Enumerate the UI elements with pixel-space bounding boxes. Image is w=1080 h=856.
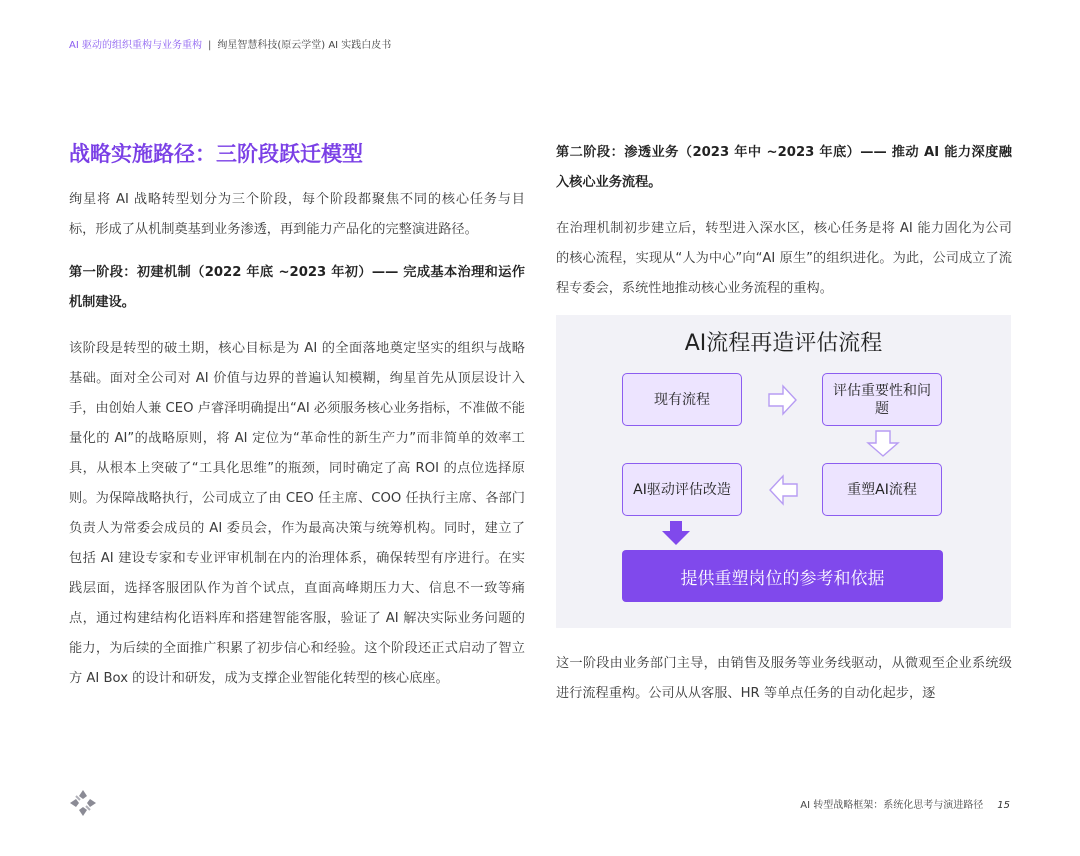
stage1-paragraph: 该阶段是转型的破土期，核心目标是为 AI 的全面落地奠定坚实的组织与战略基础。面对全公司对 AI 价值与边界的普遍认知模糊，绚星首先从顶层设计入手，由创始人兼 CEO 卢睿泽明确提出“AI 必须服务核心业务指标，不准做不能量化的 AI”的战略原则，将 AI 定位为“革命性的新生产力”而非简单的效率工具，从根本上突破了“工具化思维”的瓶颈，同时确定了高 ROI 的点位选择原则。为保障战略执行，公司成立了由 CEO 任主席、COO 任执行主席、各部门负责人为常委会成员的 AI 委员会，作为最高决策与统筹机构。同时，建立了包括 AI 建设专家和专业评审机制在内的治理体系，确保转型有序进行。在实践层面，选择客服团队作为首个试点，直面高峰期压力大、信息不一致等痛点，通过构建结构化语料库和搭建智能客服，验证了 AI 解决实际业务问题的能力，为后续的全面推广积累了初步信心和经验。这个阶段还正式启动了智立方 AI Box 的设计和研发，成为支撑企业智能化转型的核心底座。 [69,341,525,686]
right-column [556,138,1012,304]
chapter-title: AI 驱动的组织重构与业务重构 [69,40,202,51]
arrow-down-solid-icon [661,520,691,546]
footer-section-title: AI 转型战略框架：系统化思考与演进路径 [800,800,984,811]
stage1-heading: 第一阶段：初建机制（2022 年底 ~2023 年初）—— 完成基本治理和运作机制建设。 [69,265,525,310]
right-column-continued [556,649,1012,709]
stage2-heading: 第二阶段：渗透业务（2023 年中 ~2023 年底）—— 推动 AI 能力深度融入核心业务流程。 [556,145,1012,190]
left-column [69,138,525,694]
flow-box-reshape-ai-process: 重塑AI流程 [822,463,942,516]
flow-box-assess-importance: 评估重要性和问题 [822,373,942,426]
section-title: 战略实施路径：三阶段跃迁模型 [69,142,363,166]
arrow-left-icon [768,474,798,506]
running-footer [800,796,1010,811]
document-title: 绚星智慧科技(原云学堂) AI 实践白皮书 [217,40,392,51]
brand-logo-icon [69,789,97,821]
stage2-paragraph-continued: 这一阶段由业务部门主导，由销售及服务等业务线驱动，从微观至企业系统级进行流程重构。公司从从客服、HR 等单点任务的自动化起步，逐 [556,656,1012,701]
arrow-right-icon [768,384,798,416]
header-separator: | [207,40,212,51]
flow-result-banner: 提供重塑岗位的参考和依据 [622,550,943,602]
stage2-paragraph: 在治理机制初步建立后，转型进入深水区，核心任务是将 AI 能力固化为公司的核心流程，实现从“人为中心”向“AI 原生”的组织进化。为此，公司成立了流程专委会，系统性地推动核心业务流程的重构。 [556,221,1012,296]
flow-diagram [556,315,1011,628]
flow-box-ai-driven-assessment: AI驱动评估改造 [622,463,742,516]
page-number: 15 [997,800,1010,811]
flow-box-existing-process: 现有流程 [622,373,742,426]
flow-title: AI流程再造评估流程 [684,331,883,356]
arrow-down-icon [866,430,900,458]
intro-paragraph: 绚星将 AI 战略转型划分为三个阶段，每个阶段都聚焦不同的核心任务与目标，形成了从机制奠基到业务渗透，再到能力产品化的完整演进路径。 [69,192,525,237]
running-header [69,39,391,53]
